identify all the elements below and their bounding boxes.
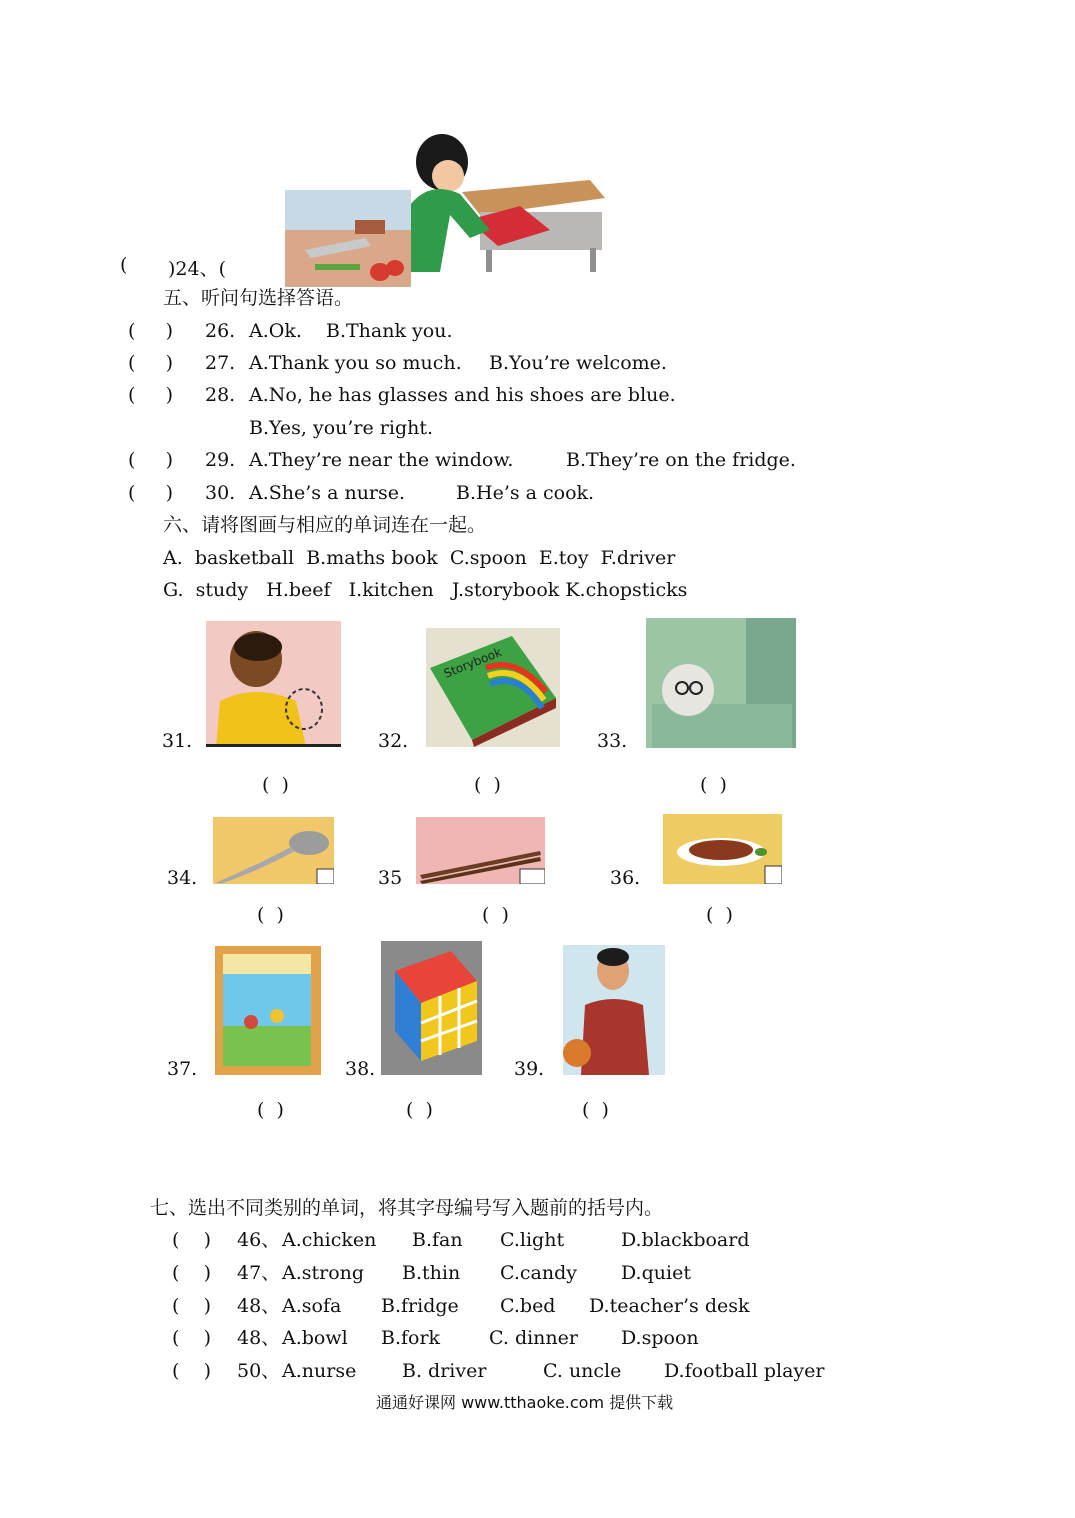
q48b-number: 48、 <box>237 1327 281 1349</box>
q47-option-b: B.thin <box>402 1262 461 1284</box>
q28-paren: ( ) <box>128 384 174 406</box>
q28-option-b: B.Yes, you’re right. <box>249 417 434 439</box>
q27-option-a: A.Thank you so much. <box>249 352 462 374</box>
q47-paren: ( ) <box>172 1262 211 1284</box>
q48a-paren: ( ) <box>172 1295 211 1317</box>
q28-number: 28. <box>205 384 236 406</box>
q47-option-d: D.quiet <box>621 1262 691 1284</box>
kitchen-icon <box>646 618 796 748</box>
q48a-option-b: B.fridge <box>381 1295 459 1317</box>
q29-paren: ( ) <box>128 449 174 471</box>
q24-paren-left: ( <box>120 254 128 276</box>
toy-cube-icon <box>381 941 482 1075</box>
q30-option-b: B.He’s a cook. <box>456 482 595 504</box>
q47-option-a: A.strong <box>282 1262 365 1284</box>
q29-number: 29. <box>205 449 236 471</box>
q50-option-a: A.nurse <box>282 1360 357 1382</box>
q26-option-b: B.Thank you. <box>326 320 453 342</box>
q48b-paren: ( ) <box>172 1327 211 1349</box>
q50-option-c: C. uncle <box>543 1360 622 1382</box>
q30-paren: ( ) <box>128 482 174 504</box>
q38-answer: ( ) <box>406 1099 433 1121</box>
spoon-icon <box>213 817 334 884</box>
q32-answer: ( ) <box>474 774 501 796</box>
q46-paren: ( ) <box>172 1229 211 1251</box>
section6-title: 六、请将图画与相应的单词连在一起。 <box>163 514 487 536</box>
chopsticks-icon <box>416 817 545 884</box>
q33-number: 33. <box>597 730 628 752</box>
q35-answer: ( ) <box>482 904 509 926</box>
q46-option-a: A.chicken <box>282 1229 377 1251</box>
footer-download-note: 通通好课网 www.tthaoke.com 提供下载 <box>376 1393 674 1412</box>
q32-number: 32. <box>378 730 409 752</box>
beef-icon <box>663 814 782 884</box>
q46-number: 46、 <box>237 1229 281 1251</box>
q24-label: )24、( <box>168 258 227 280</box>
q39-number: 39. <box>514 1058 545 1080</box>
storybook-icon <box>426 628 560 747</box>
basketball-player-icon <box>563 945 665 1075</box>
q34-number: 34. <box>167 867 198 889</box>
q37-answer: ( ) <box>257 1099 284 1121</box>
q48a-option-c: C.bed <box>500 1295 556 1317</box>
q46-option-d: D.blackboard <box>621 1229 750 1251</box>
q29-option-b: B.They’re on the fridge. <box>566 449 796 471</box>
word-list-row1: A. basketball B.maths book C.spoon E.toy F.driver <box>163 547 676 569</box>
q26-paren: ( ) <box>128 320 174 342</box>
q36-answer: ( ) <box>706 904 733 926</box>
q33-answer: ( ) <box>700 774 727 796</box>
q26-option-a: A.Ok. <box>249 320 302 342</box>
boy-drawing-icon <box>206 621 341 747</box>
q26-number: 26. <box>205 320 236 342</box>
q48a-number: 48、 <box>237 1295 281 1317</box>
q34-answer: ( ) <box>257 904 284 926</box>
q50-paren: ( ) <box>172 1360 211 1382</box>
q39-answer: ( ) <box>582 1099 609 1121</box>
boy-at-desk-illustration <box>400 120 605 272</box>
section5-title: 五、听问句选择答语。 <box>163 287 354 309</box>
q48a-option-d: D.teacher’s desk <box>589 1295 750 1317</box>
q35-number: 35 <box>378 867 403 889</box>
q46-option-c: C.light <box>500 1229 565 1251</box>
q48b-option-c: C. dinner <box>489 1327 578 1349</box>
q27-paren: ( ) <box>128 352 174 374</box>
q47-option-c: C.candy <box>500 1262 578 1284</box>
q48b-option-d: D.spoon <box>621 1327 699 1349</box>
q50-option-b: B. driver <box>402 1360 487 1382</box>
storybook-cover-label: Storybook <box>441 644 504 681</box>
q36-number: 36. <box>610 867 641 889</box>
q27-option-b: B.You’re welcome. <box>489 352 667 374</box>
maths-book-icon <box>215 946 321 1075</box>
q29-option-a: A.They’re near the window. <box>249 449 514 471</box>
q46-option-b: B.fan <box>412 1229 463 1251</box>
q48b-option-a: A.bowl <box>282 1327 348 1349</box>
cutting-vegetables-illustration <box>285 190 411 287</box>
word-list-row2: G. study H.beef I.kitchen J.storybook K.chopsticks <box>163 579 688 601</box>
q31-number: 31. <box>162 730 193 752</box>
q50-option-d: D.football player <box>664 1360 825 1382</box>
q37-number: 37. <box>167 1058 198 1080</box>
q48a-option-a: A.sofa <box>282 1295 342 1317</box>
q27-number: 27. <box>205 352 236 374</box>
q30-option-a: A.She’s a nurse. <box>249 482 406 504</box>
q47-number: 47、 <box>237 1262 281 1284</box>
q38-number: 38. <box>345 1058 376 1080</box>
q28-option-a: A.No, he has glasses and his shoes are blue. <box>249 384 676 406</box>
section7-title: 七、选出不同类别的单词，将其字母编号写入题前的括号内。 <box>150 1197 664 1219</box>
q31-answer: ( ) <box>262 774 289 796</box>
q48b-option-b: B.fork <box>381 1327 441 1349</box>
q30-number: 30. <box>205 482 236 504</box>
q50-number: 50、 <box>237 1360 281 1382</box>
